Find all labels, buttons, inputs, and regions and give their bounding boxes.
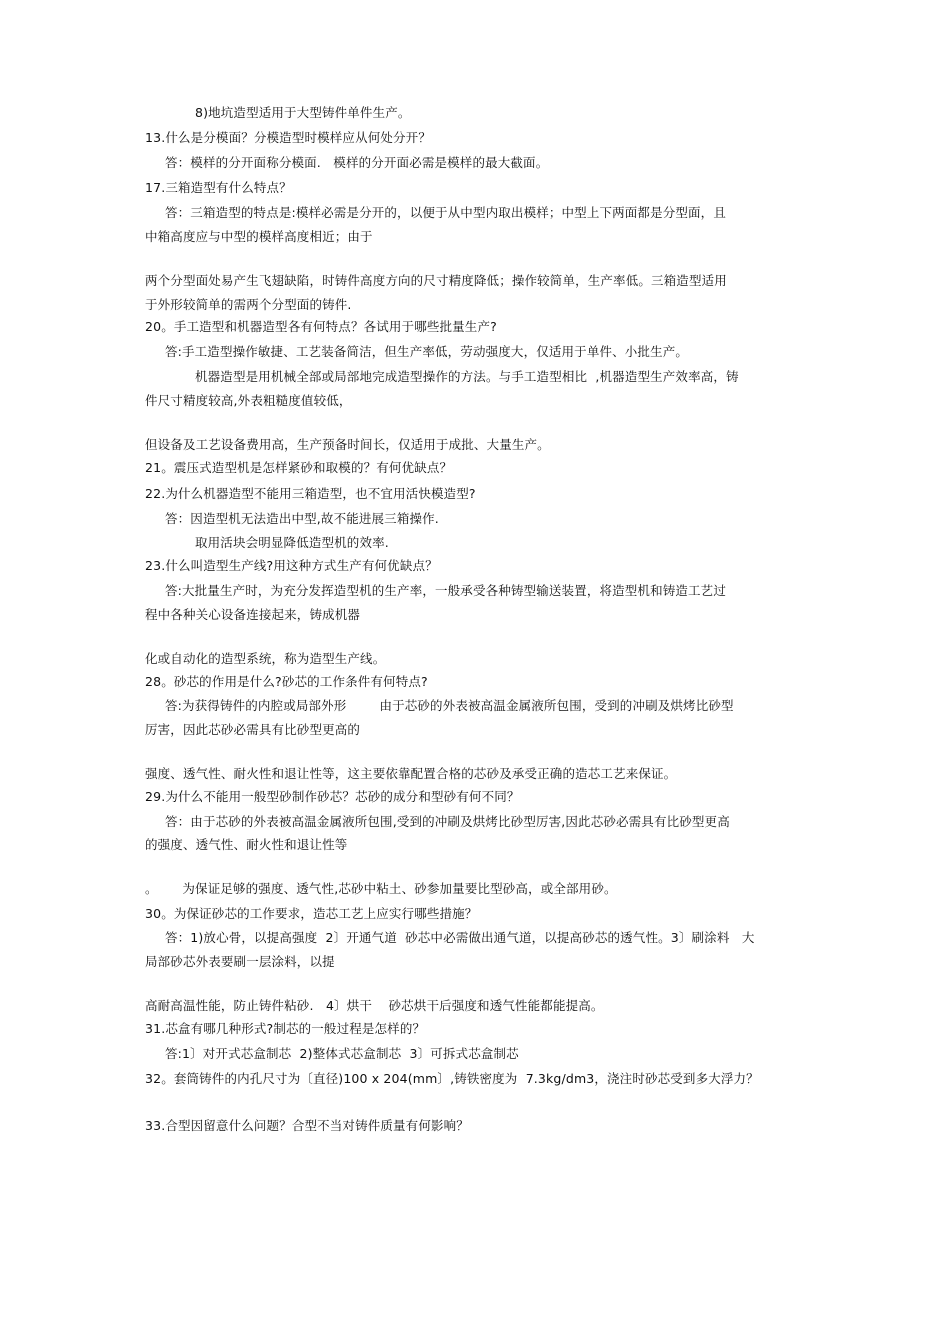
answer-line: 强度、透气性、耐火性和退让性等，这主要依靠配置合格的芯砂及承受正确的造芯工艺来保证。 xyxy=(145,766,677,781)
question-heading: 32。套筒铸件的内孔尺寸为〔直径)100 x 204(mm〕,铸铁密度为 7.3kg/dm3，浇注时砂芯受到多大浮力？ xyxy=(145,1071,759,1086)
answer-line: 答:为获得铸件的内腔或局部外形 由于芯砂的外表被高温金属液所包围，受到的冲刷及烘烤比砂型 xyxy=(165,698,734,713)
answer-line: 两个分型面处易产生飞翅缺陷，时铸件高度方向的尺寸精度降低；操作较简单，生产率低。三箱造型适用 xyxy=(145,273,727,288)
question-heading: 28。砂芯的作用是什么?砂芯的工作条件有何特点? xyxy=(145,674,428,689)
answer-line: 程中各种关心设备连接起来，铸成机器 xyxy=(145,607,361,622)
question-heading: 20。手工造型和机器造型各有何特点？各试用于哪些批量生产? xyxy=(145,319,497,334)
text-line: 8)地坑造型适用于大型铸件单件生产。 xyxy=(195,105,411,120)
answer-line: 答：由于芯砂的外表被高温金属液所包围,受到的冲刷及烘烤比砂型厉害,因此芯砂必需具有比砂型更高 xyxy=(165,814,730,829)
answer-line: 机器造型是用机械全部或局部地完成造型操作的方法。与手工造型相比 ,机器造型生产效率高，铸 xyxy=(195,369,739,384)
question-heading: 17.三箱造型有什么特点？ xyxy=(145,180,292,195)
question-heading: 33.合型因留意什么问题？合型不当对铸件质量有何影响？ xyxy=(145,1118,469,1133)
question-heading: 21。震压式造型机是怎样紧砂和取模的？有何优缺点？ xyxy=(145,460,453,475)
question-heading: 31.芯盒有哪几种形式?制芯的一般过程是怎样的？ xyxy=(145,1021,426,1036)
answer-line: 但设备及工艺设备费用高，生产预备时间长，仅适用于成批、大量生产。 xyxy=(145,437,550,452)
answer-line: 答：三箱造型的特点是:模样必需是分开的，以便于从中型内取出模样；中型上下两面都是分型面，且 xyxy=(165,205,726,220)
answer-line: 答：因造型机无法造出中型,故不能进展三箱操作. xyxy=(165,511,439,526)
answer-line: 答:手工造型操作敏捷、工艺装备简洁，但生产率低，劳动强度大，仅适用于单件、小批生产。 xyxy=(165,344,689,359)
answer-line: 答:大批量生产时，为充分发挥造型机的生产率，一般承受各种铸型输送装置，将造型机和铸造工艺过 xyxy=(165,583,726,598)
answer-line: 。 为保证足够的强度、透气性,芯砂中粘土、砂参加量要比型砂高，或全部用砂。 xyxy=(145,881,617,896)
answer-line: 于外形较简单的需两个分型面的铸件. xyxy=(145,297,352,312)
question-heading: 22.为什么机器造型不能用三箱造型，也不宜用活快模造型? xyxy=(145,486,476,501)
question-heading: 29.为什么不能用一般型砂制作砂芯？芯砂的成分和型砂有何不同？ xyxy=(145,789,520,804)
answer-line: 高耐高温性能，防止铸件粘砂. 4〕烘干 砂芯烘干后强度和透气性能都能提高。 xyxy=(145,998,604,1013)
answer-line: 的强度、透气性、耐火性和退让性等 xyxy=(145,837,348,852)
answer-line: 中箱高度应与中型的模样高度相近；由于 xyxy=(145,229,373,244)
question-heading: 23.什么叫造型生产线?用这种方式生产有何优缺点？ xyxy=(145,558,438,573)
answer-line: 答：模样的分开面称分模面. 模样的分开面必需是模样的最大截面。 xyxy=(165,155,549,170)
answer-line: 化或自动化的造型系统，称为造型生产线。 xyxy=(145,651,386,666)
answer-line: 件尺寸精度较高,外表粗糙度值较低， xyxy=(145,393,352,408)
answer-line: 答:1〕对开式芯盒制芯 2)整体式芯盒制芯 3〕可拆式芯盒制芯 xyxy=(165,1046,519,1061)
answer-line: 取用活块会明显降低造型机的效率. xyxy=(195,535,389,550)
answer-line: 答：1)放心骨，以提高强度 2〕开通气道 砂芯中必需做出通气道，以提高砂芯的透气性。3〕刷涂料 大 xyxy=(165,930,755,945)
question-heading: 30。为保证砂芯的工作要求，造芯工艺上应实行哪些措施？ xyxy=(145,906,478,921)
answer-line: 厉害，因此芯砂必需具有比砂型更高的 xyxy=(145,722,361,737)
question-heading: 13.什么是分模面？分模造型时模样应从何处分开？ xyxy=(145,130,431,145)
answer-line: 局部砂芯外表要刷一层涂料，以提 xyxy=(145,954,335,969)
